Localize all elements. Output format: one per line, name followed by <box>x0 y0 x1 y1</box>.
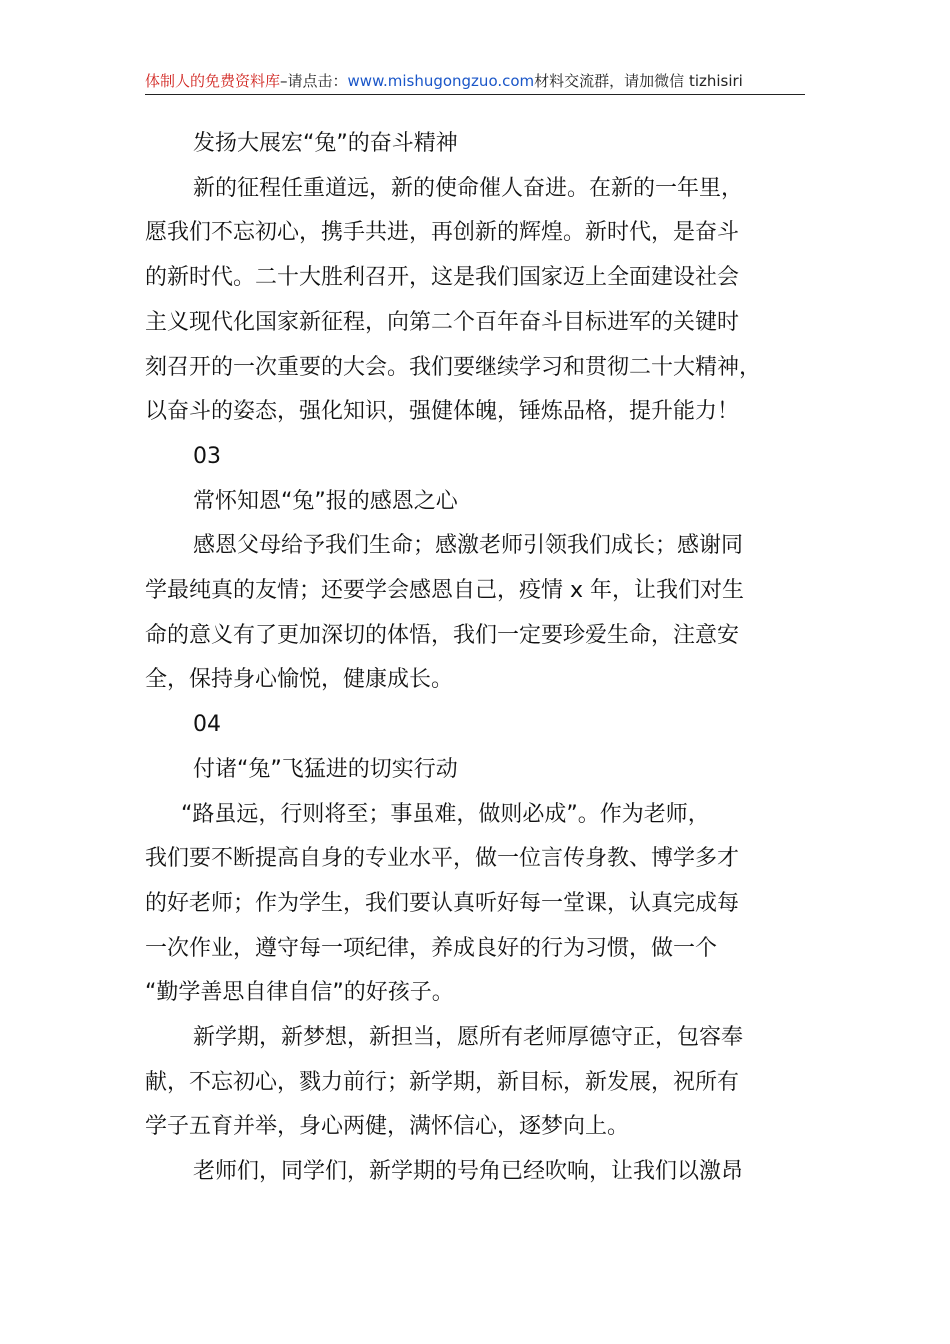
paragraph-line: “路虽远，行则将至；事虽难，做则必成”。作为老师， <box>181 801 710 827</box>
paragraph-line: 刻召开的一次重要的大会。我们要继续学习和贯彻二十大精神， <box>145 354 762 380</box>
section-number: 03 <box>193 443 221 469</box>
paragraph-line: 的好老师；作为学生，我们要认真听好每一堂课，认真完成每 <box>145 890 740 916</box>
paragraph-line: 学子五育并举，身心两健，满怀信心，逐梦向上。 <box>145 1114 630 1140</box>
paragraph-line: 新学期，新梦想，新担当，愿所有老师厚德守正，包容奉 <box>193 1025 744 1051</box>
section-heading: 常怀知恩“兔”报的感恩之心 <box>193 488 458 514</box>
paragraph-line: 主义现代化国家新征程，向第二个百年奋斗目标进军的关键时 <box>145 309 740 335</box>
paragraph-line: 学最纯真的友情；还要学会感恩自己，疫情 x 年，让我们对生 <box>145 578 745 604</box>
header-url-link[interactable]: www.mishugongzuo.com <box>347 72 535 90</box>
paragraph-line: 以奋斗的姿态，强化知识，强健体魄，锤炼品格，提升能力！ <box>145 399 740 425</box>
section-heading: 付诸“兔”飞猛进的切实行动 <box>193 756 458 782</box>
paragraph-line: 献，不忘初心，戮力前行；新学期，新目标，新发展，祝所有 <box>145 1069 740 1095</box>
paragraph-line: 的新时代。二十大胜利召开，这是我们国家迈上全面建设社会 <box>145 265 740 291</box>
section-heading: 发扬大展宏“兔”的奋斗精神 <box>193 131 458 156</box>
paragraph-line: 全，保持身心愉悦，健康成长。 <box>145 667 454 693</box>
paragraph-line: 命的意义有了更加深切的体悟，我们一定要珍爱生命，注意安 <box>145 622 740 648</box>
paragraph-line: 一次作业，遵守每一项纪律，养成良好的行为习惯，做一个 <box>145 935 718 961</box>
document-body <box>145 122 815 1195</box>
section-number: 04 <box>193 712 221 738</box>
page-header <box>145 70 805 95</box>
header-brand: 体制人的免费资料库 <box>145 72 281 90</box>
paragraph-line: “勤学善思自律自信”的好孩子。 <box>145 980 454 1006</box>
paragraph-line: 感恩父母给予我们生命；感激老师引领我们成长；感谢同 <box>193 533 744 559</box>
paragraph-line: 新的征程任重道远，新的使命催人奋进。在新的一年里， <box>193 175 744 201</box>
paragraph-line: 我们要不断提高自身的专业水平，做一位言传身教、博学多才 <box>145 846 740 872</box>
paragraph-line: 愿我们不忘初心，携手共进，再创新的辉煌。新时代，是奋斗 <box>145 220 740 246</box>
header-contact: 材料交流群，请加微信 tizhisiri <box>534 72 743 90</box>
header-prompt: –请点击： <box>280 72 348 90</box>
paragraph-line: 老师们，同学们，新学期的号角已经吹响，让我们以激昂 <box>193 1159 744 1185</box>
